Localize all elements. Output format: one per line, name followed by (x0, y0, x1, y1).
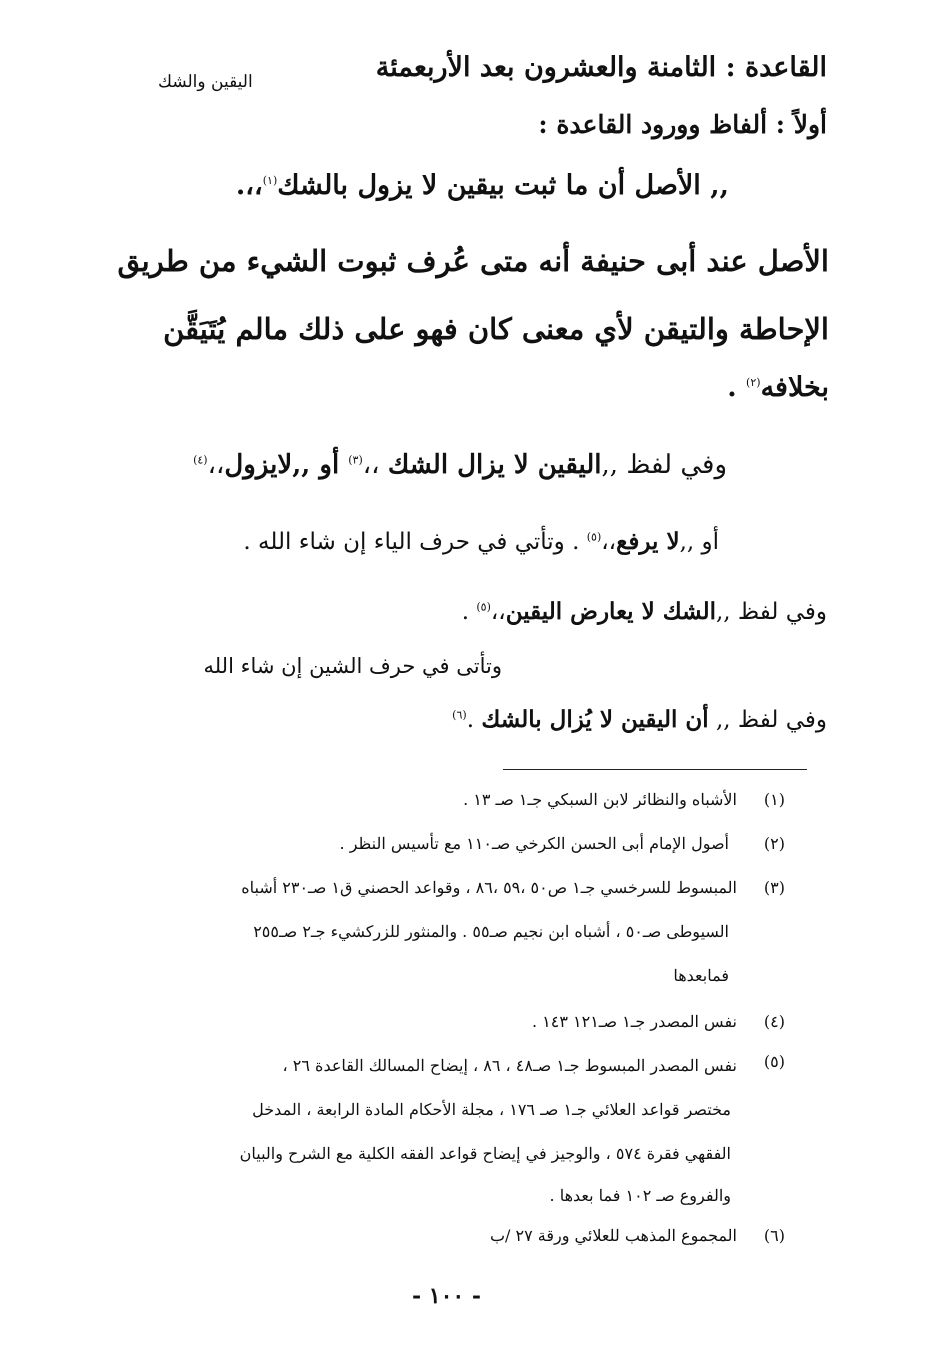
variant-prefix: أو ,, (679, 529, 719, 555)
footnote-text: والفروع صـ ١٠٢ فما بعدها . (549, 1186, 731, 1205)
footnote-number: (٣) (763, 878, 785, 897)
footnote-ref: (٥) (586, 530, 602, 544)
footnote-text: نفس المصدر جـ١ صـ١٢١ ١٤٣ . (531, 1012, 737, 1031)
variant-mid: ،، (362, 450, 388, 480)
footnote-ref: (٤) (193, 453, 208, 467)
variant-text: لا يرفع (616, 528, 680, 555)
variant-text: أن اليقين لا يُزال بالشك (481, 706, 709, 733)
footnote-text: أصول الإمام أبى الحسن الكرخي صـ١١٠ مع تأسيس النظر . (339, 834, 729, 853)
variant-line-3 (462, 598, 827, 625)
rule-statement (236, 170, 729, 201)
karkhi-end: . (727, 372, 747, 403)
footnote-number: (٢) (763, 834, 785, 853)
rule-subject: اليقين والشك (158, 72, 253, 92)
variant-prefix: وفي لفظ ,, (708, 707, 827, 733)
variant-prefix: وفي لفظ ,, (716, 599, 827, 625)
footnote-ref: (٢) (746, 376, 761, 389)
footnote-ref: (١) (262, 174, 278, 187)
variant-line-1 (193, 450, 727, 480)
variant-prefix: وفي لفظ ,, (601, 450, 727, 480)
footnote-text: الفقهي فقرة ٥٧٤ ، والوجيز في إيضاح قواعد الفقه الكلية مع الشرح والبيان (239, 1144, 731, 1163)
footnote-text: مختصر قواعد العلائي جـ١ صـ ١٧٦ ، مجلة الأحكام المادة الرابعة ، المدخل (252, 1100, 731, 1119)
variant-end: . (466, 707, 482, 733)
footnote-number: (٦) (763, 1226, 785, 1245)
variant-text: الشك لا يعارض اليقين (505, 598, 716, 625)
page-number: - ١٠٠ - (412, 1283, 482, 1309)
karkhi-line-2: الإحاطة والتيقن لأي معنى كان فهو على ذلك مالم يُتَيَقَّن (163, 312, 829, 346)
footnote-text: المبسوط للسرخسي جـ١ ص٥٠ ،٥٩ ،٨٦ ، وقواعد الحصني ق١ صـ٢٣٠ أشباه (241, 878, 737, 897)
footnote-number: (٥) (763, 1052, 785, 1071)
karkhi-line-3 (727, 372, 829, 403)
rule-title: القاعدة : الثامنة والعشرون بعد الأربعمئة (375, 52, 827, 83)
rule-end: ،،. (235, 170, 263, 201)
rule-text: ,, الأصل أن ما ثبت بيقين لا يزول بالشك (277, 170, 729, 201)
footnote-number: (١) (763, 790, 785, 809)
footnote-text: الأشباه والنظائر لابن السبكي جـ١ صـ ١٣ . (463, 790, 737, 809)
footnote-text: المجموع المذهب للعلائي ورقة ٢٧ /ب (489, 1226, 737, 1245)
variant-line-4: وتأتى في حرف الشين إن شاء الله (203, 654, 502, 678)
variant-end: ،، (207, 450, 225, 480)
variant-tail: . (461, 599, 477, 625)
variant-mid: ،، (601, 529, 617, 555)
variant-text-2: لايزول (224, 450, 293, 480)
variant-line-5 (452, 706, 827, 733)
footnote-separator (503, 769, 807, 770)
variant-rest: . وتأتي في حرف الياء إن شاء الله . (243, 529, 587, 555)
variant-end: ،، (490, 599, 506, 625)
footnote-ref: (٣) (348, 453, 363, 467)
variant-or: أو ,, (292, 450, 349, 480)
section-title: أولاً : ألفاظ وورود القاعدة : (538, 110, 827, 139)
karkhi-line-1: الأصل عند أبى حنيفة أنه متى عُرف ثبوت الشيء من طريق (117, 244, 829, 278)
footnote-text: فمابعدها (673, 966, 729, 985)
footnote-text: نفس المصدر المبسوط جـ١ صـ٤٨ ، ٨٦ ، إيضاح المسالك القاعدة ٢٦ ، (282, 1056, 737, 1075)
karkhi-word: بخلافه (760, 372, 829, 403)
footnote-text: السيوطى صـ٥٠ ، أشباه ابن نجيم صـ٥٥ . والمنثور للزركشيء جـ٢ صـ٢٥٥ (253, 922, 729, 941)
footnote-ref: (٦) (452, 708, 467, 722)
variant-line-2 (243, 528, 719, 555)
footnote-number: (٤) (763, 1012, 785, 1031)
footnote-ref: (٥) (476, 600, 491, 614)
variant-text: اليقين لا يزال الشك (387, 450, 602, 480)
